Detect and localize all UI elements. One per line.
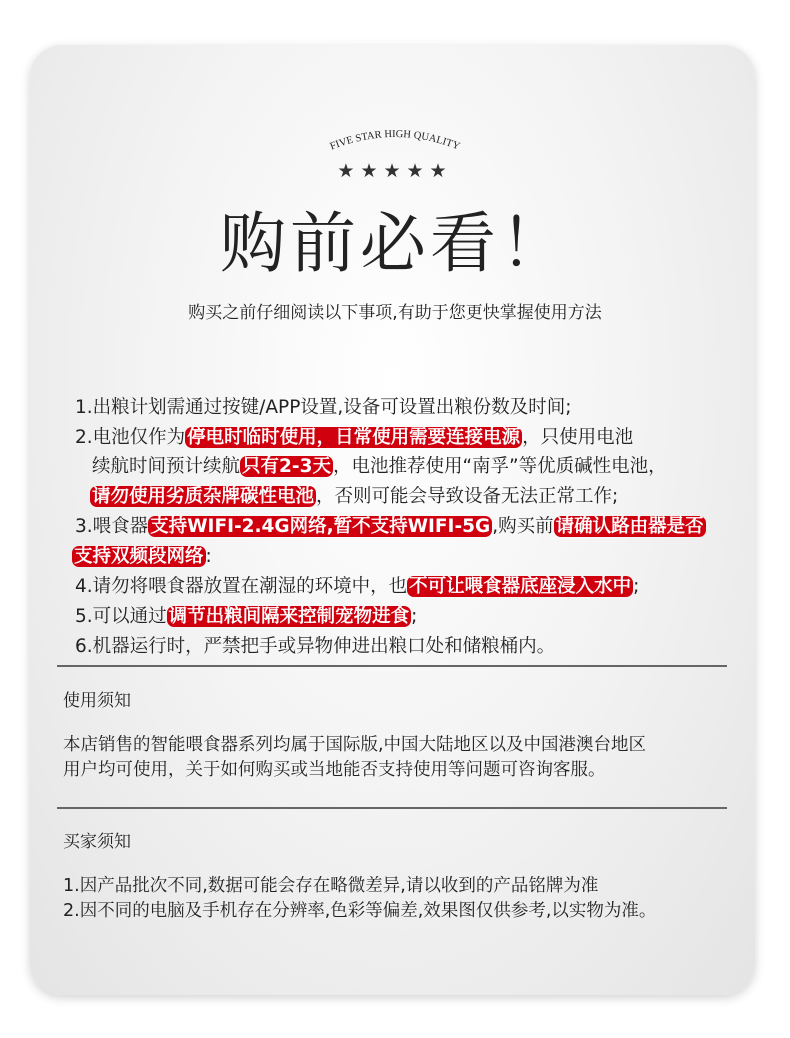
note-text: 2.电池仅作为 — [75, 427, 186, 448]
note-line — [75, 633, 555, 661]
highlighted-text: 支持双频段网络 — [74, 546, 204, 567]
note-text: 6.机器运行时，严禁把手或异物伸进出粮口处和储粮桶内。 — [75, 636, 556, 657]
page-subtitle: 购买之前仔细阅读以下事项,有助于您更快掌握使用方法 — [188, 303, 602, 323]
note-text: ; — [411, 606, 418, 627]
note-text: ,购买前 — [492, 516, 554, 537]
highlighted-text: 不可让喂食器底座浸入水中 — [409, 576, 632, 597]
note-text: 5.可以通过 — [75, 606, 167, 627]
highlighted-text: 支持WIFI-2.4G网络,暂不支持WIFI-5G — [150, 516, 491, 537]
highlighted-text: 停电时临时使用，日常使用需要连接电源 — [187, 427, 521, 448]
note-text: 3.喂食器 — [75, 516, 149, 537]
highlighted-text: 只有2-3天 — [242, 456, 331, 477]
usage-text — [63, 733, 646, 783]
note-line — [75, 424, 633, 452]
note-line — [75, 603, 417, 631]
note-line — [75, 573, 639, 601]
note-line — [90, 483, 618, 511]
note-text: 1.出粮计划需通过按键/APP设置,设备可设置出粮份数及时间; — [75, 397, 572, 418]
divider — [57, 807, 727, 809]
note-text: 4.请勿将喂食器放置在潮湿的环境中，也 — [75, 576, 408, 597]
note-line — [92, 453, 667, 481]
divider — [57, 665, 727, 667]
buyer-line: 1.因产品批次不同,数据可能会存在略微差异,请以收到的产品铭牌为准 — [63, 876, 599, 896]
note-line — [75, 513, 706, 541]
note-text: ，只使用电池 — [522, 427, 634, 448]
svg-text:FIVE STAR HIGH QUALITY — [329, 129, 462, 153]
buyer-title: 买家须知 — [63, 832, 131, 852]
five-stars-icon: ★★★★★ — [337, 160, 453, 182]
usage-title: 使用须知 — [63, 691, 131, 711]
note-text: : — [205, 546, 212, 567]
badge-text: FIVE STAR HIGH QUALITY — [328, 128, 462, 153]
page-title: 购前必看！ — [220, 205, 570, 282]
note-text: 续航时间预计续航 — [92, 456, 241, 477]
note-text: ，电池推荐使用“南孚”等优质碱性电池， — [332, 456, 667, 477]
note-text: ，否则可能会导致设备无法正常工作; — [316, 486, 619, 507]
note-text: ; — [633, 576, 640, 597]
usage-line: 本店销售的智能喂食器系列均属于国际版,中国大陆地区以及中国港澳台地区 — [63, 735, 647, 755]
note-line — [75, 394, 571, 422]
highlighted-text: 请确认路由器是否 — [555, 516, 704, 537]
highlighted-text: 请勿使用劣质杂牌碳性电池 — [92, 486, 315, 507]
buyer-line: 2.因不同的电脑及手机存在分辨率,色彩等偏差,效果图仅供参考,以实物为准。 — [63, 901, 657, 921]
highlighted-text: 调节出粮间隔来控制宠物进食 — [168, 606, 410, 627]
note-line — [72, 543, 212, 571]
buyer-text — [63, 874, 656, 924]
usage-line: 用户均可使用，关于如何购买或当地能否支持使用等问题可咨询客服。 — [63, 760, 606, 780]
